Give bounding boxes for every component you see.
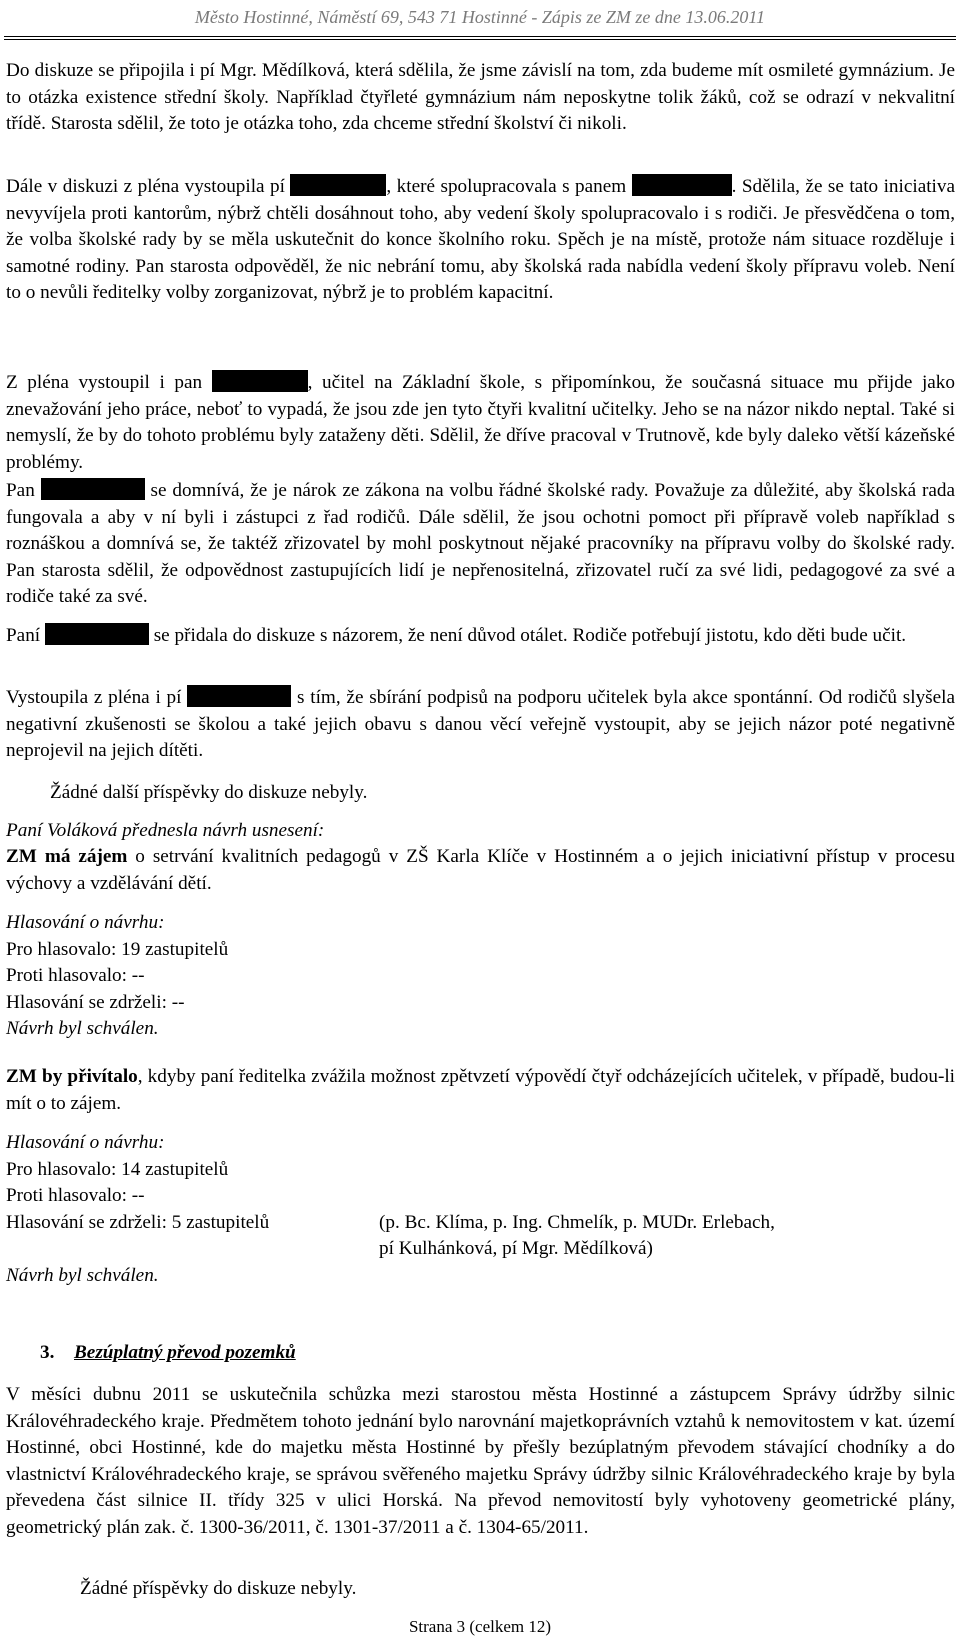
vote-proti: Proti hlasovalo: -- — [6, 965, 145, 986]
redaction-box — [290, 174, 386, 196]
section-number: 3. — [40, 1342, 55, 1363]
vote-result: Návrh byl schválen. — [6, 1018, 159, 1039]
vote-proti: Proti hlasovalo: -- — [6, 1185, 145, 1206]
header-rule — [4, 36, 956, 37]
text: . Sdělila, že se tato iniciativa nevyvíjela proti kantorům, nýbrž chtěli dosáhnout toho, aby vedení školy spolupracovalo i s rodiči. Je přesvědčena o tom, že volba školské rady by se měla uskutečnit do konce školního roku. Spěch je na místě, protože nám situace rozděluje i samotné rodiny. Pan starosta odpověděl, že nic nebrání tomu, aby školská rada nabídla vedení školy přípravu voleb. Není to o nevůli ředitelky volby zorganizovat, nýbrž je to problém kapacitní. — [6, 176, 955, 303]
paragraph-ucitel — [6, 370, 955, 476]
paragraph-podpisy — [6, 685, 955, 765]
redaction-box — [632, 174, 732, 196]
text: se přidala do diskuze s názorem, že není důvod otálet. Rodiče potřebují jistotu, kdo děti bude učit. — [148, 625, 907, 646]
abstained-names-2: pí Kulhánková, pí Mgr. Mědílková) — [379, 1238, 653, 1259]
vote-title: Hlasování o návrhu: — [6, 912, 165, 933]
redaction-box — [212, 370, 308, 392]
text: o setrvání kvalitních pedagogů v ZŠ Karla Klíče v Hostinném a o jejich iniciativní přístup v procesu výchovy a vzdělávání dětí. — [6, 846, 955, 894]
no-more-contributions: Žádné další příspěvky do diskuze nebyly. — [50, 782, 368, 803]
redaction-box — [45, 623, 149, 645]
vote-pro: Pro hlasovalo: 14 zastupitelů — [6, 1158, 229, 1180]
no-contributions: Žádné příspěvky do diskuze nebyly. — [80, 1578, 357, 1599]
vote-title: Hlasování o návrhu: — [6, 1132, 165, 1153]
vote-result: Návrh byl schválen. — [6, 1264, 159, 1286]
vote-block-1 — [6, 910, 955, 1043]
text: Z pléna vystoupil i pan — [6, 372, 212, 393]
paragraph-skolska-rada — [6, 478, 955, 611]
text: Pan — [6, 480, 41, 501]
vote-block-2 — [6, 1130, 955, 1289]
section-title: Bezúplatný převod pozemků — [74, 1342, 296, 1363]
paragraph-diskuze-pi — [6, 174, 955, 307]
section-heading — [40, 1340, 296, 1367]
text: Dále v diskuzi z pléna vystoupila pí — [6, 176, 291, 197]
resolution-1 — [6, 844, 955, 897]
page-footer: Strana 3 (celkem 12) — [408, 1617, 552, 1636]
vote-pro: Pro hlasovalo: 19 zastupitelů — [6, 938, 229, 960]
abstained-names-1: (p. Bc. Klíma, p. Ing. Chmelík, p. MUDr. Erlebach, — [379, 1211, 775, 1233]
resolution-lead: ZM by přivítalo — [6, 1066, 138, 1087]
redaction-box — [187, 685, 291, 707]
text: Paní — [6, 625, 45, 646]
text: , které spolupracovala s panem — [386, 176, 632, 197]
vote-zdrzeli: Hlasování se zdrželi: 5 zastupitelů — [6, 1211, 270, 1233]
text: s tím, že sbírání podpisů na podporu učitelek byla akce spontánní. Od rodičů slyšela negativní zkušenosti se školou a také jejich obavu s danou věcí veřejně vystoupit, aby se jejich názor poté negativně neprojevil na jejich dítěti. — [6, 687, 955, 761]
redaction-box — [41, 478, 145, 500]
vote-zdrzeli: Hlasování se zdrželi: -- — [6, 991, 185, 1013]
resolution-2 — [6, 1064, 955, 1117]
header-rule-second — [4, 39, 956, 40]
text: se domnívá, že je nárok ze zákona na volbu řádné školské rady. Považuje za důležité, aby školská rada fungovala a aby v ní byli i zástupci z řad rodičů. Dále sdělil, že jsou ochotni pomoct při přípravě voleb například s roznáškou a domnívá se, že taktéž zřizovatel by mohl poskytnout nějaké pracovníky na přípravu volby do školské rady. Pan starosta sdělil, že odpovědnost zastupujících lidí je nepřenositelná, zřizovatel ručí za své lidi, pedagogové za své a rodiče také za své. — [6, 480, 955, 607]
page-header: Město Hostinné, Náměstí 69, 543 71 Hostinné - Zápis ze ZM ze dne 13.06.2011 — [194, 7, 766, 27]
motion-intro: Paní Voláková přednesla návrh usnesení: — [6, 820, 325, 841]
vote-zdrzeli-row — [6, 1210, 955, 1259]
paragraph-prevod: V měsíci dubnu 2011 se uskutečnila schůzka mezi starostou města Hostinné a zástupcem Správy údržby silnic Královéhradeckého kraje. Předmětem tohoto jednání bylo narovnání majetkoprávních vztahů k nemovitostem v kat. území Hostinné, obci Hostinné, kde do majetku města Hostinné by přešly bezúplatným převodem stávající chodníky a do vlastnictví Královéhradeckého kraje, se správou svěřeného majetku Správy údržby silnic Královéhradeckého kraje by byla převedena část silnice II. třídy 325 v ulici Horská. Na převod nemovitostí byly vyhotoveny geometrické plány, geometrický plán zak. č. 1300-36/2011, č. 1301-37/2011 a č. 1304-65/2011. — [6, 1384, 955, 1538]
resolution-lead: ZM má zájem — [6, 846, 128, 867]
text: Vystoupila z pléna i pí — [6, 687, 188, 708]
paragraph-gymnazium: Do diskuze se připojila i pí Mgr. Mědílková, která sdělila, že jsme závislí na tom, zda budeme mít osmileté gymnázium. Je to otázka existence střední školy. Například čtyřleté gymnázium nám neposkytne tolik žáků, což se odrazí v nekvalitní třídě. Starosta sdělil, že toto je otázka toho, zda chceme střední školství či nikoli. — [6, 60, 955, 134]
text: , kdyby paní ředitelka zvážila možnost zpětvzetí výpovědí čtyř odcházejících učitelek, v případě, budou-li mít o to zájem. — [6, 1066, 955, 1114]
text: , učitel na Základní škole, s připomínkou, že současná situace mu přijde jako znevažování jeho práce, neboť to vypadá, že jsou zde jen tyto čtyři kvalitní učitelky. Jeho se na názor nikdo neptal. Také si nemyslí, že by do tohoto problému byly zataženy děti. Sdělil, že dříve pracoval v Trutnově, kde byly daleko větší kázeňské problémy. — [6, 372, 955, 473]
paragraph-pani-jistota — [6, 623, 955, 650]
